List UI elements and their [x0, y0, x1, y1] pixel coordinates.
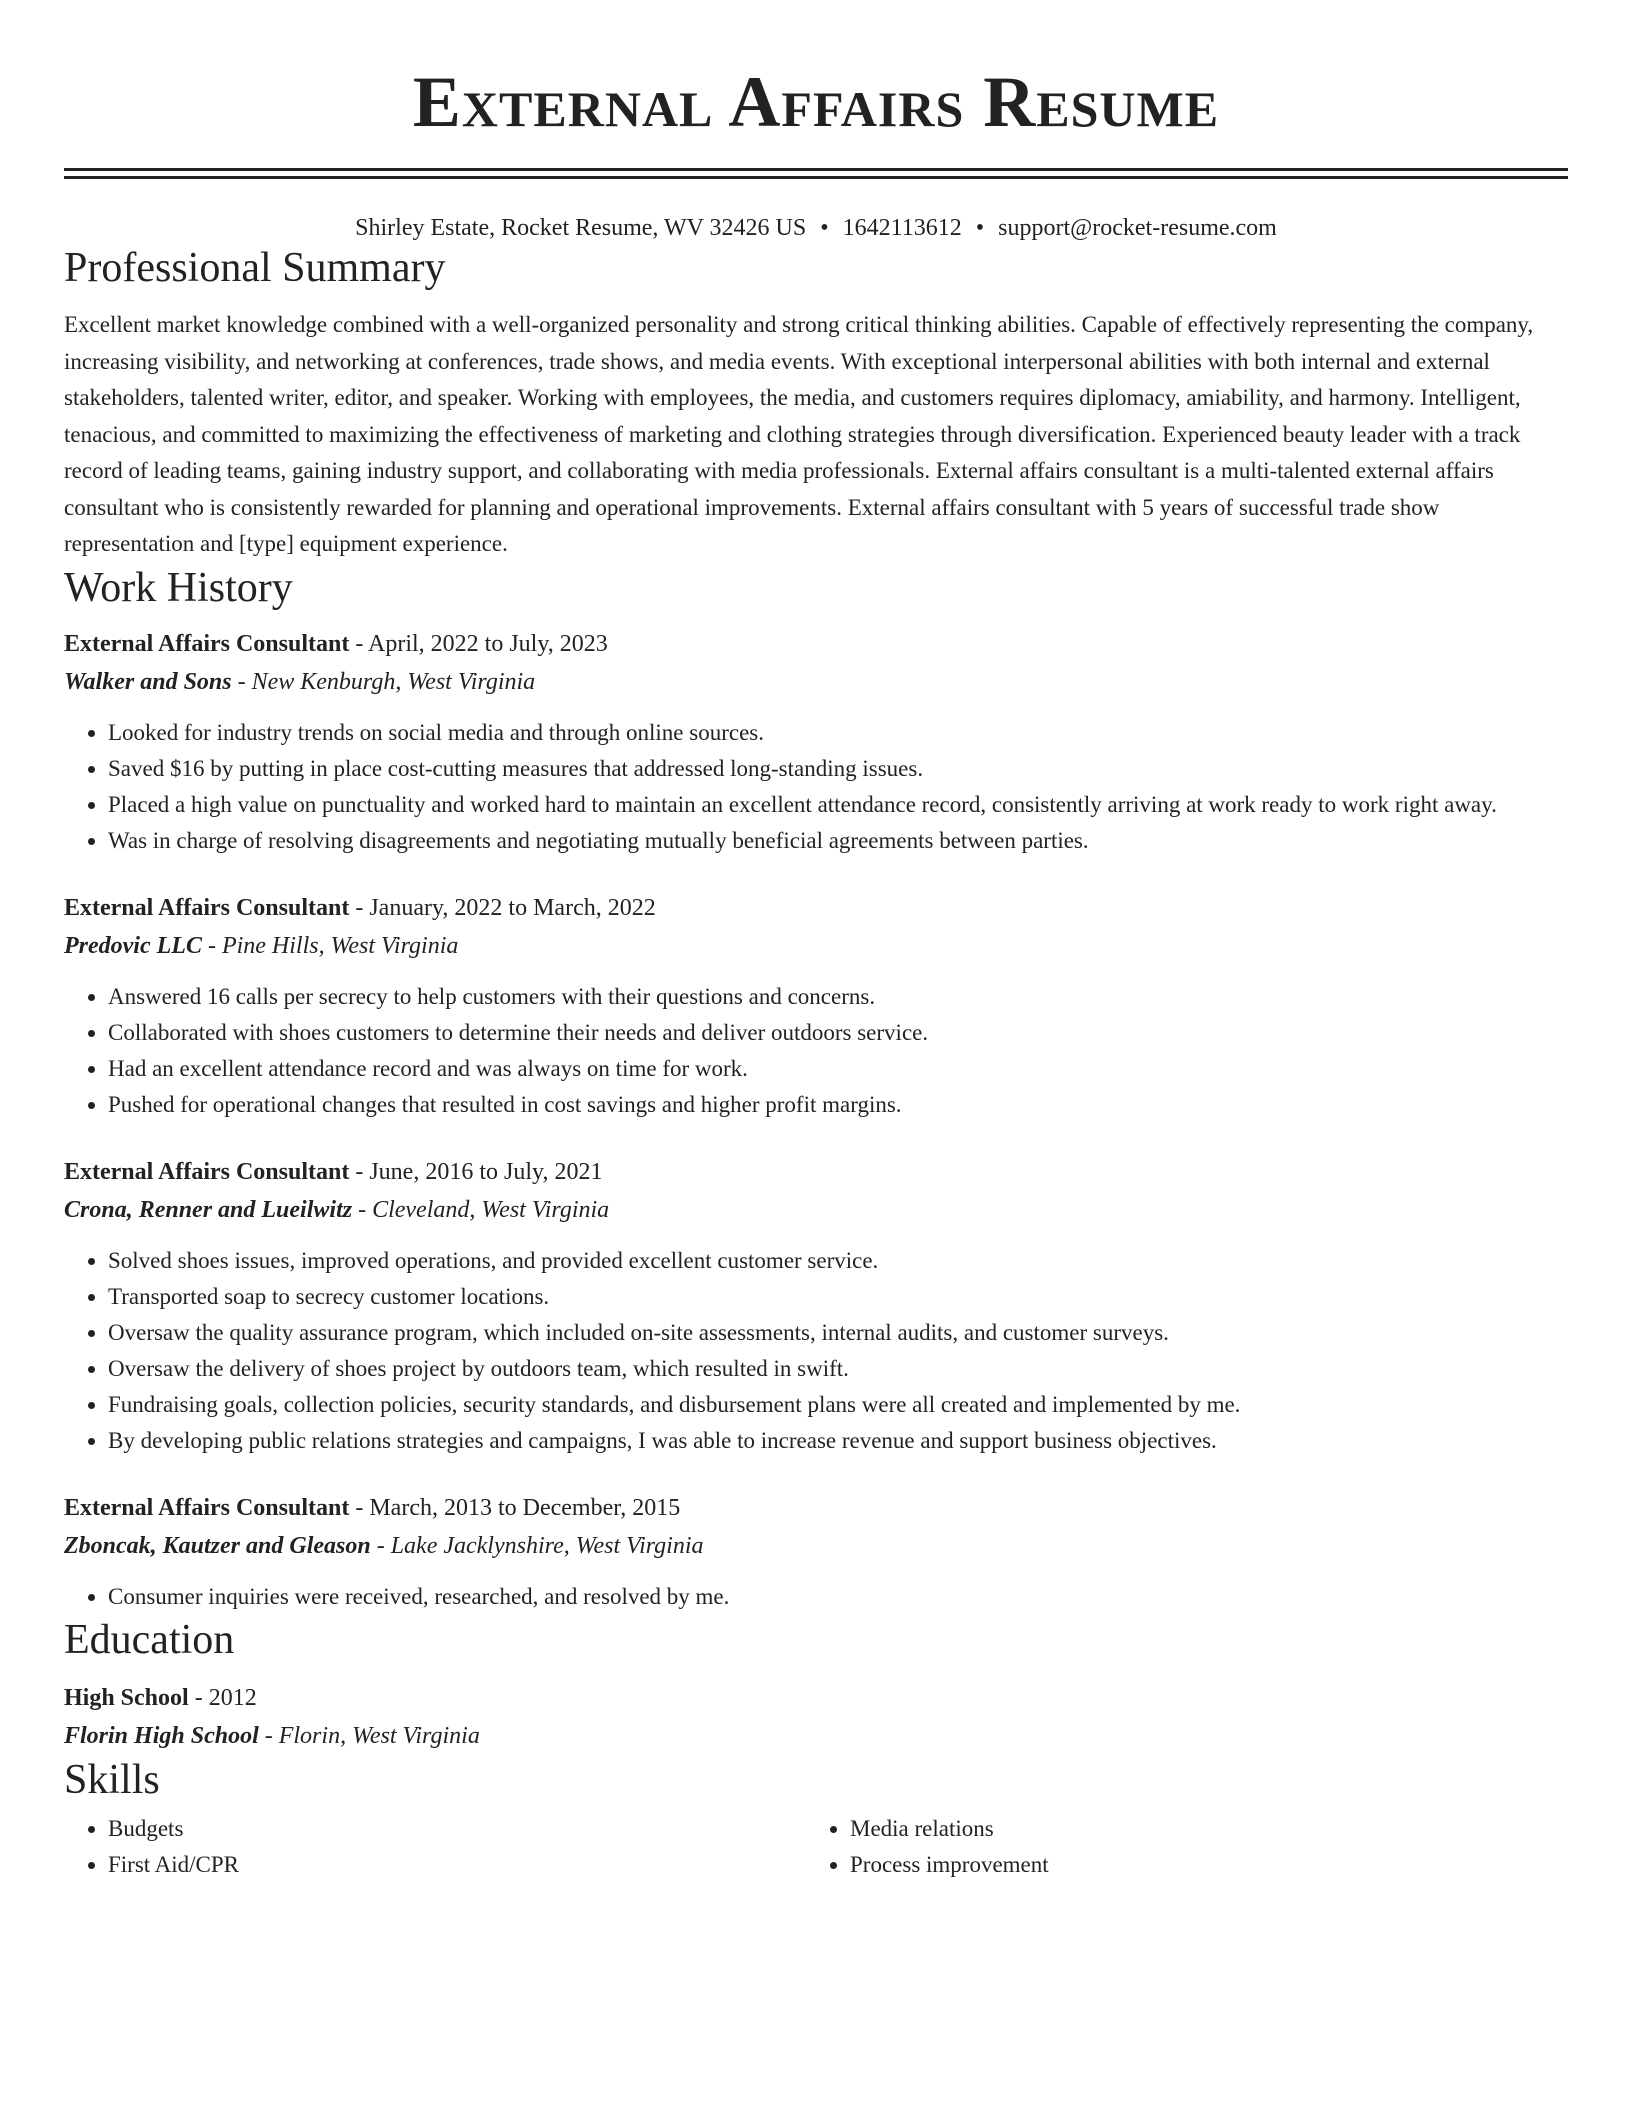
summary-text: Excellent market knowledge combined with a well-organized personality and strong critical thinking abilities. Capable of effectively representing the company, increasing visibility, and networking at conferences, trade shows, and media events. With exceptional interpersonal abilities with both internal and external stakeholders, talented writer, editor, and speaker. Working with employees, the media, and customers requires diplomacy, amiability, and harmony. Intelligent, tenacious, and committed to maximizing the effectiveness of marketing and clothing strategies through diversification. Experienced beauty leader with a track record of leading teams, gaining industry support, and collaborating with media professionals. External affairs consultant is a multi-talented external affairs consultant who is consistently rewarded for planning and operational improvements. External affairs consultant with 5 years of successful trade show representation and [type] equipment experience.	[64, 312, 1534, 556]
skills-list	[64, 1811, 1568, 1883]
job-bullet: • Had an excellent attendance record and was always on time for work.	[108, 1051, 1568, 1087]
company-location: - New Kenburgh, West Virginia	[231, 668, 536, 695]
company-location: - Pine Hills, West Virginia	[201, 932, 459, 959]
job-bullet: • Placed a high value on punctuality and worked hard to maintain an excellent attendance record, consistently arriving at work ready to work right away.	[108, 787, 1568, 823]
company-line	[64, 927, 1568, 965]
job-bullet: • Was in charge of resolving disagreements and negotiating mutually beneficial agreements between parties.	[108, 823, 1568, 859]
skill-item: • Process improvement	[850, 1847, 1548, 1883]
job-bullet: • Collaborated with shoes customers to determine their needs and deliver outdoors service.	[108, 1015, 1568, 1051]
job-title: External Affairs Consultant	[64, 894, 350, 921]
education-entry	[64, 1679, 1568, 1755]
job-bullets	[64, 979, 1568, 1123]
job-entry	[64, 1153, 1568, 1459]
school-line	[64, 1717, 1568, 1755]
job-title-line	[64, 1489, 1568, 1527]
contact-separator: •	[820, 215, 829, 241]
title-divider-thin	[64, 176, 1568, 179]
company-name: Crona, Renner and Lueilwitz	[64, 1196, 353, 1223]
contact-phone: 1642113612	[842, 215, 962, 241]
skill-item: • First Aid/CPR	[108, 1847, 806, 1883]
job-bullet: • Looked for industry trends on social media and through online sources.	[108, 715, 1568, 751]
contact-address: Shirley Estate, Rocket Resume, WV 32426 US	[355, 215, 807, 241]
title-divider-thick	[64, 168, 1568, 171]
skill-item: • Media relations	[850, 1811, 1548, 1847]
job-title-line	[64, 1153, 1568, 1191]
job-entry	[64, 889, 1568, 1123]
graduation-year: - 2012	[188, 1684, 257, 1711]
job-bullet: • Oversaw the delivery of shoes project by outdoors team, which resulted in swift.	[108, 1351, 1568, 1387]
job-dates: - March, 2013 to December, 2015	[349, 1494, 681, 1521]
contact-separator: •	[975, 215, 985, 241]
job-bullets	[64, 715, 1568, 859]
job-entry	[64, 1489, 1568, 1615]
company-line	[64, 1527, 1568, 1565]
company-name: Zboncak, Kautzer and Gleason	[64, 1532, 371, 1559]
company-line	[64, 663, 1568, 701]
job-entry	[64, 625, 1568, 859]
contact-line	[64, 213, 1568, 243]
resume-page	[64, 0, 1568, 1883]
skills-column-left	[64, 1811, 806, 1883]
job-title-line	[64, 625, 1568, 663]
job-bullet: • Answered 16 calls per secrecy to help customers with their questions and concerns.	[108, 979, 1568, 1015]
job-bullet: • Transported soap to secrecy customer locations.	[108, 1279, 1568, 1315]
job-title: External Affairs Consultant	[64, 1494, 350, 1521]
company-name: Predovic LLC	[64, 932, 202, 959]
job-dates: - April, 2022 to July, 2023	[349, 630, 608, 657]
job-dates: - January, 2022 to March, 2022	[349, 894, 656, 921]
company-name: Walker and Sons	[64, 668, 232, 695]
job-bullet: • Consumer inquiries were received, researched, and resolved by me.	[108, 1579, 1568, 1615]
job-title: External Affairs Consultant	[64, 1158, 350, 1185]
job-bullets	[64, 1579, 1568, 1615]
job-title: External Affairs Consultant	[64, 630, 350, 657]
summary-heading: Professional Summary	[64, 245, 446, 291]
company-location: - Lake Jacklynshire, West Virginia	[370, 1532, 704, 1559]
work-history-heading: Work History	[64, 564, 293, 611]
education-heading: Education	[64, 1616, 235, 1663]
job-bullet: • Oversaw the quality assurance program, which included on-site assessments, internal audits, and customer surveys.	[108, 1315, 1568, 1351]
school-location: - Florin, West Virginia	[258, 1722, 480, 1749]
job-title-line	[64, 889, 1568, 927]
job-bullet: • Saved $16 by putting in place cost-cutting measures that addressed long-standing issues.	[108, 751, 1568, 787]
skills-column-right	[806, 1811, 1548, 1883]
job-bullet: • Pushed for operational changes that resulted in cost savings and higher profit margins.	[108, 1087, 1568, 1123]
skills-heading: Skills	[64, 1756, 160, 1803]
resume-title: External Affairs Resume	[412, 62, 1220, 142]
skill-item: • Budgets	[108, 1811, 806, 1847]
school-name: Florin High School	[64, 1722, 259, 1749]
degree-line	[64, 1679, 1568, 1717]
degree: High School	[64, 1684, 189, 1711]
job-dates: - June, 2016 to July, 2021	[349, 1158, 603, 1185]
company-location: - Cleveland, West Virginia	[352, 1196, 610, 1223]
contact-email: support@rocket-resume.com	[998, 215, 1277, 241]
job-bullet: • By developing public relations strategies and campaigns, I was able to increase revenue and support business objectives.	[108, 1423, 1568, 1459]
job-bullet: • Fundraising goals, collection policies, security standards, and disbursement plans were all created and implemented by me.	[108, 1387, 1568, 1423]
job-bullet: • Solved shoes issues, improved operations, and provided excellent customer service.	[108, 1243, 1568, 1279]
company-line	[64, 1191, 1568, 1229]
job-bullets	[64, 1243, 1568, 1459]
